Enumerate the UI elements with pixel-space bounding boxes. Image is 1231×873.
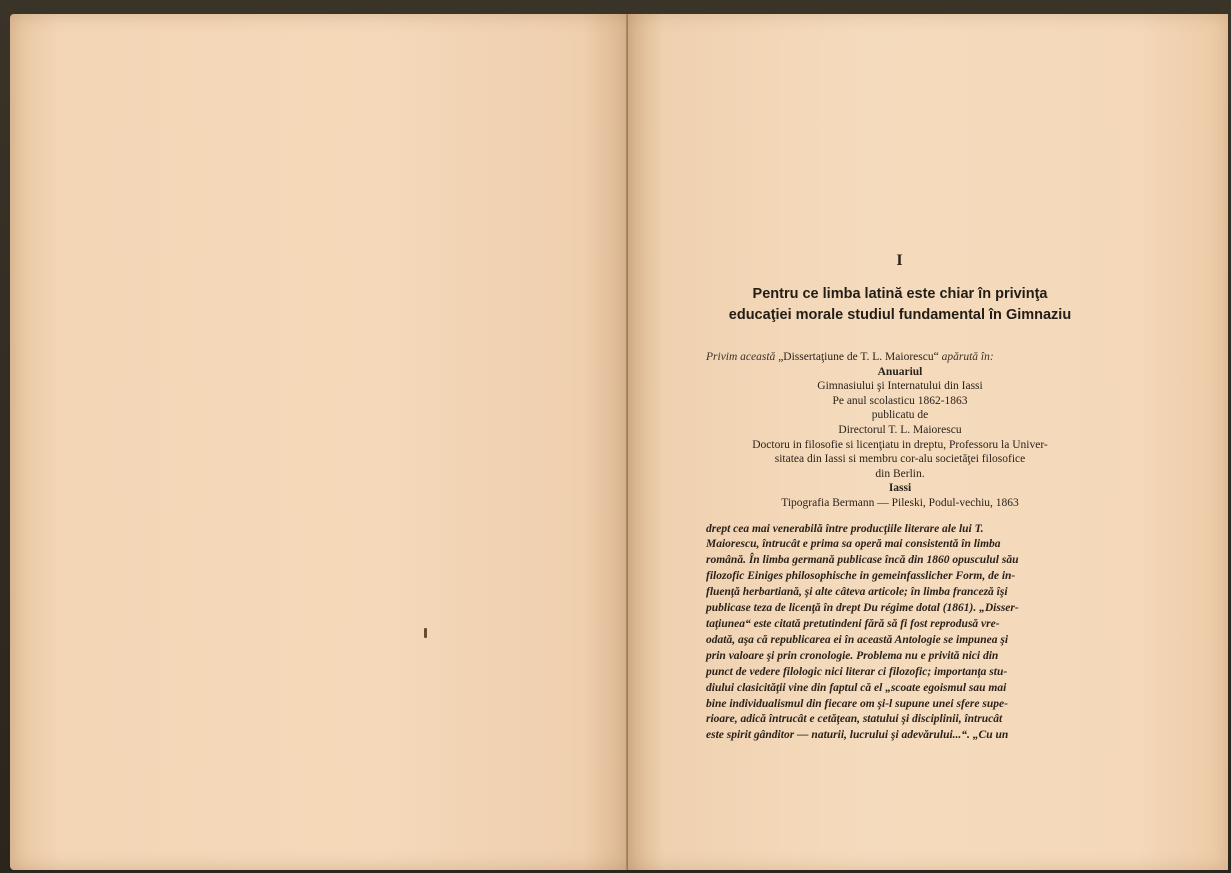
title-line-1: Pentru ce limba latină este chiar în privinţa bbox=[752, 286, 1048, 302]
title-line-2: educaţiei morale studiul fundamental în Gimnaziu bbox=[728, 307, 1072, 323]
body-line: este spirit gânditor — naturii, lucrului şi adevărului...“. „Cu un bbox=[706, 729, 1009, 742]
body-line: drept cea mai venerabilă între producţiile literare ale lui T. bbox=[706, 522, 984, 535]
citation-intro-line bbox=[706, 350, 1094, 365]
ink-mark bbox=[424, 628, 427, 638]
body-line: taţiunea“ este citată pretutindeni fără să fi fost reprodusă vre- bbox=[706, 617, 1000, 630]
body-line: română. În limba germană publicase încă din 1860 opusculul său bbox=[706, 554, 1019, 567]
citation-line: Doctoru in filosofie si licenţiatu in dreptu, Professoru la Univer- bbox=[752, 438, 1048, 451]
citation-line: Directorul T. L. Maiorescu bbox=[838, 423, 962, 436]
right-page-text bbox=[706, 252, 1094, 744]
body-line: punct de vedere filologic nici literar ci filozofic; importanţa stu- bbox=[706, 665, 1008, 678]
body-line: Maiorescu, întrucât e prima sa operă mai consistentă în limba bbox=[706, 538, 1001, 551]
chapter-title bbox=[706, 284, 1094, 326]
body-line: filozofic Einiges philosophische in gemeinfasslicher Form, de in- bbox=[706, 570, 1016, 583]
citation-line: din Berlin. bbox=[875, 467, 925, 480]
body-paragraph bbox=[706, 522, 1094, 745]
citation-line: Gimnasiului şi Internatului din Iassi bbox=[817, 380, 983, 393]
citation-intro: Privim această bbox=[706, 351, 776, 363]
citation-line: sitatea din Iassi si membru cor-alu societăţei filosofice bbox=[774, 453, 1026, 466]
citation-line: Pe anul scolasticu 1862-1863 bbox=[832, 394, 968, 407]
citation-appeared: apărută în: bbox=[941, 351, 994, 363]
body-line: prin valoare şi prin cronologie. Problema nu e privită nici din bbox=[706, 649, 999, 662]
body-line: publicase teza de licenţă în drept Du régime dotal (1861). „Disser- bbox=[706, 602, 1019, 615]
citation-line: Anuariul bbox=[877, 365, 923, 378]
body-line: odată, aşa că republicarea ei în această Antologie se impunea şi bbox=[706, 633, 1009, 646]
chapter-numeral: I bbox=[896, 252, 904, 269]
citation-line: publicatu de bbox=[871, 409, 929, 422]
body-line: bine individualismul din fiecare om şi-l supune unei sfere supe- bbox=[706, 697, 1008, 710]
left-page-blank bbox=[10, 14, 632, 870]
citation-block bbox=[706, 350, 1094, 511]
citation-line: Tipografia Bermann — Pileski, Podul-vechiu, 1863 bbox=[781, 496, 1019, 509]
citation-line: Iassi bbox=[888, 482, 912, 495]
body-line: fluenţă herbartiană, şi alte câteva articole; în limba franceză îşi bbox=[706, 586, 1008, 599]
body-line: rioare, adică întrucât e cetăţean, statului şi disciplinii, întrucât bbox=[706, 713, 1003, 726]
citation-work: „Dissertaţiune de T. L. Maiorescu“ bbox=[778, 351, 939, 363]
body-line: diului clasicităţii vine din faptul că el „scoate egoismul sau mai bbox=[706, 681, 1007, 694]
